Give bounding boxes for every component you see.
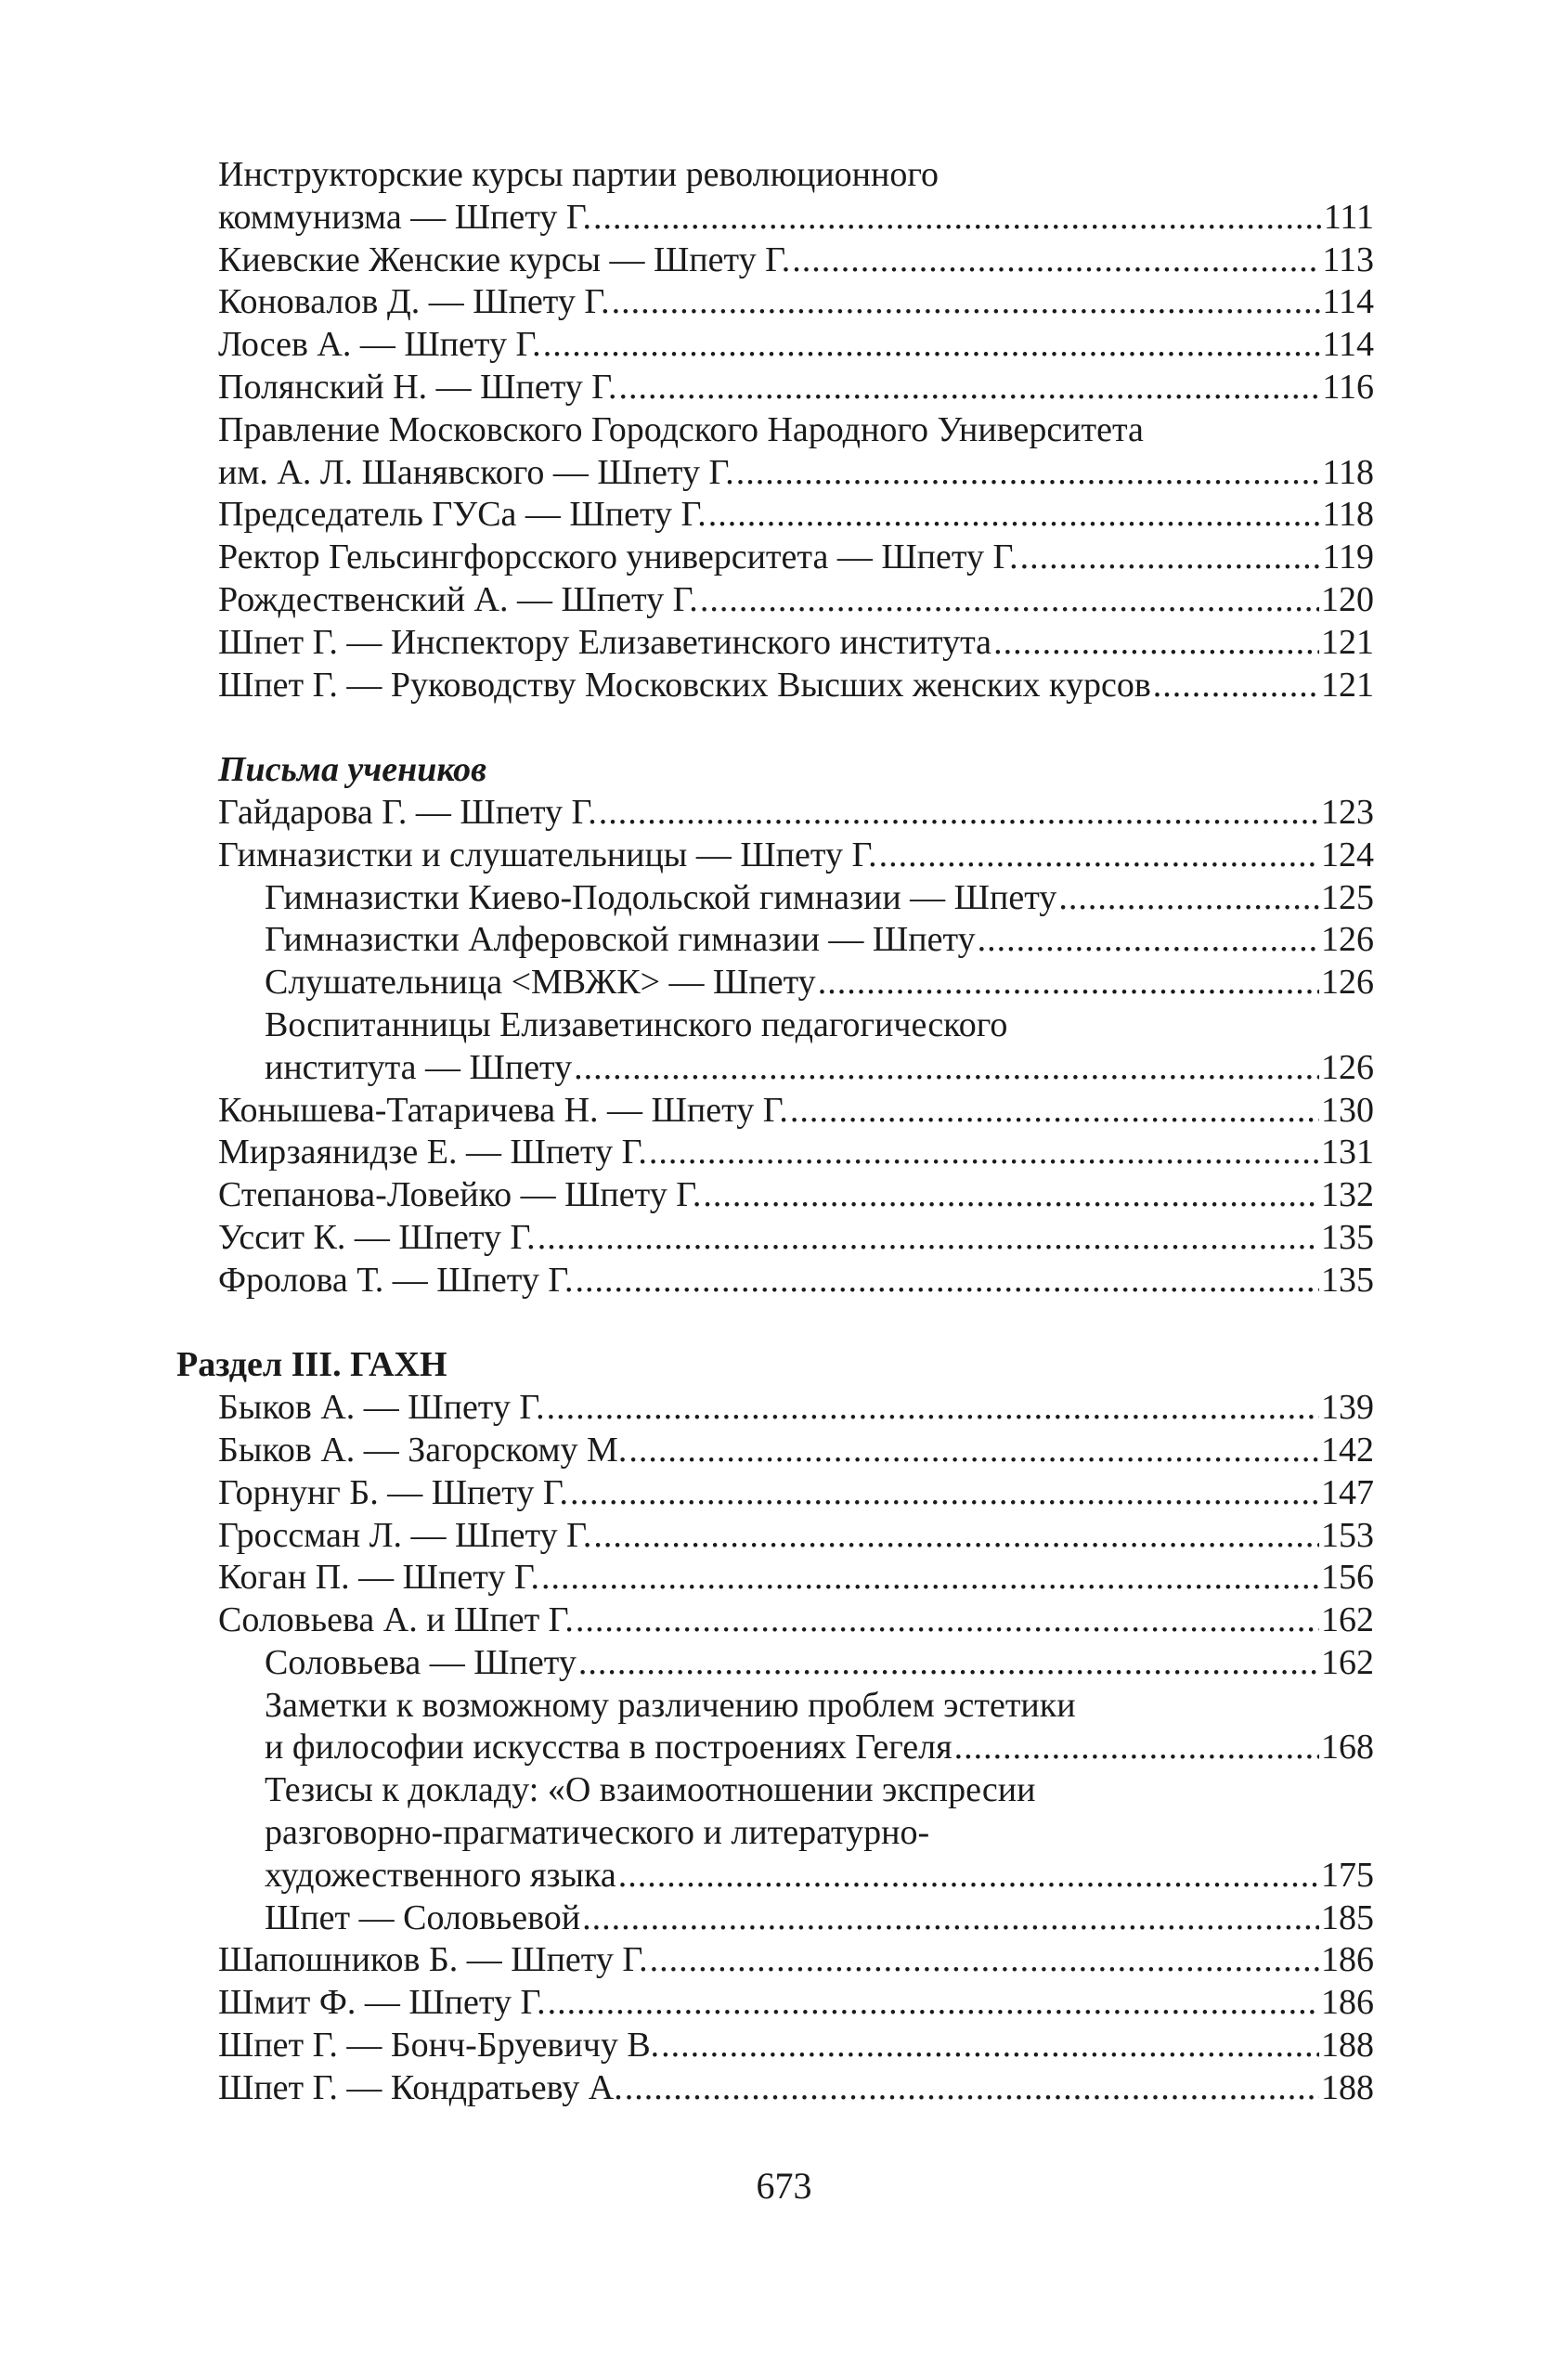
dot-leader xyxy=(1020,537,1321,579)
toc-entry-title: Воспитанницы Елизаветинского педагогического xyxy=(265,1004,1008,1044)
toc-block-letters-to-shpet xyxy=(176,154,1374,706)
toc-entry xyxy=(176,240,1374,282)
toc-page-number: 156 xyxy=(1321,1558,1374,1598)
toc-entry-title: Гимназистки и слушательницы — Шпету Г. xyxy=(218,835,877,874)
toc-entry-line xyxy=(176,1004,1374,1047)
toc-entry-title: Шпет Г. — Кондратьеву А. xyxy=(218,2067,623,2107)
toc-entry xyxy=(176,919,1374,962)
toc-entry-title: Гимназистки Киево-Подольской гимназии — Шпету xyxy=(265,877,1057,917)
toc-entry xyxy=(176,1982,1374,2025)
dot-leader xyxy=(1058,877,1319,920)
dot-leader xyxy=(628,1430,1319,1472)
toc-entry-title: им. А. Л. Шанявского — Шпету Г. xyxy=(218,452,734,492)
toc-page-number: 135 xyxy=(1321,1260,1374,1300)
toc-entry-line xyxy=(176,409,1374,452)
dot-leader xyxy=(703,1174,1319,1217)
toc-page-number: 188 xyxy=(1321,2026,1374,2066)
toc-entry xyxy=(176,579,1374,622)
toc-entry-title: Ректор Гельсингфорсского университета — Шпету Г. xyxy=(218,537,1018,577)
toc-page-number: 185 xyxy=(1321,1897,1374,1937)
dot-leader xyxy=(582,1897,1319,1940)
toc-entry-title: Шпет Г. — Бонч-Бруевичу В. xyxy=(218,2026,660,2066)
toc-page-number: 113 xyxy=(1322,240,1374,279)
dot-leader xyxy=(593,197,1322,240)
toc-entry-title: Фролова Т. — Шпету Г. xyxy=(218,1260,574,1300)
toc-page-number: 188 xyxy=(1321,2067,1374,2107)
dot-leader xyxy=(792,240,1320,282)
dot-leader xyxy=(619,367,1321,409)
toc-page-number: 125 xyxy=(1321,877,1374,917)
toc-entry xyxy=(176,494,1374,537)
table-of-contents xyxy=(176,154,1374,2110)
dot-leader xyxy=(543,324,1321,367)
toc-entry xyxy=(176,2025,1374,2067)
toc-entry xyxy=(176,1939,1374,1982)
toc-entry-line xyxy=(176,1769,1374,1812)
dot-leader xyxy=(736,452,1321,495)
toc-entry-title: Гимназистки Алферовской гимназии — Шпету xyxy=(265,920,976,960)
toc-entry-title: Конышева-Татаричева Н. — Шпету Г. xyxy=(218,1090,788,1130)
toc-block-student-letters xyxy=(176,792,1374,1302)
dot-leader xyxy=(576,1260,1319,1302)
toc-entry xyxy=(176,1727,1374,1769)
toc-entry-title: Шмит Ф. — Шпету Г. xyxy=(218,1983,546,2023)
dot-leader xyxy=(618,1855,1319,1897)
toc-entry-title: Тезисы к докладу: «О взаимоотношении экспресии xyxy=(265,1770,1036,1810)
dot-leader xyxy=(818,962,1319,1004)
toc-entry-title: Гайдарова Г. — Шпету Г. xyxy=(218,792,597,832)
dot-leader xyxy=(708,494,1321,537)
toc-page-number: 120 xyxy=(1321,579,1374,619)
toc-entry-title: Шпет — Соловьевой xyxy=(265,1897,581,1937)
toc-page-number: 175 xyxy=(1321,1855,1374,1895)
toc-entry xyxy=(176,835,1374,877)
toc-entry-title: художественного языка xyxy=(265,1855,616,1895)
toc-page-number: 126 xyxy=(1321,920,1374,960)
dot-leader xyxy=(612,281,1321,324)
toc-entry xyxy=(176,1090,1374,1133)
toc-entry-title: Шапошников Б. — Шпету Г. xyxy=(218,1940,648,1980)
toc-entry-line xyxy=(176,1685,1374,1728)
toc-page-number: 116 xyxy=(1322,367,1374,407)
toc-entry xyxy=(176,1472,1374,1515)
toc-entry xyxy=(176,281,1374,324)
toc-page-number: 114 xyxy=(1322,325,1374,365)
toc-entry-title: Киевские Женские курсы — Шпету Г. xyxy=(218,240,791,279)
toc-entry xyxy=(176,792,1374,835)
dot-leader xyxy=(538,1217,1319,1260)
toc-entry-title: Степанова-Ловейко — Шпету Г. xyxy=(218,1175,702,1215)
toc-page-number: 153 xyxy=(1321,1515,1374,1555)
toc-entry-title: Шпет Г. — Инспектору Елизаветинского института xyxy=(218,622,992,662)
toc-page-number: 118 xyxy=(1322,495,1374,535)
toc-page-number: 162 xyxy=(1321,1600,1374,1640)
toc-entry-title: и философии искусства в построениях Гегеля xyxy=(265,1728,952,1768)
toc-entry xyxy=(176,1515,1374,1558)
toc-page-number: 123 xyxy=(1321,792,1374,832)
toc-entry xyxy=(176,197,1374,240)
toc-entry-title: Заметки к возможному различению проблем эстетики xyxy=(265,1685,1076,1725)
toc-entry-title: Горнунг Б. — Шпету Г. xyxy=(218,1472,569,1512)
toc-page-number: 132 xyxy=(1321,1175,1374,1215)
toc-entry xyxy=(176,1557,1374,1599)
dot-leader xyxy=(650,1939,1319,1982)
dot-leader xyxy=(578,1642,1319,1685)
dot-leader xyxy=(993,622,1319,665)
dot-leader xyxy=(541,1557,1319,1599)
subsection-heading: Письма учеников xyxy=(218,750,487,790)
toc-page-number: 168 xyxy=(1321,1728,1374,1768)
toc-entry-title: Председатель ГУСа — Шпету Г. xyxy=(218,495,706,535)
dot-leader xyxy=(1153,665,1319,707)
toc-entry-title: Полянский Н. — Шпету Г. xyxy=(218,367,617,407)
toc-entry-title: Быков А. — Загорскому М. xyxy=(218,1430,628,1470)
toc-entry xyxy=(176,1430,1374,1472)
toc-entry-title: Соловьева А. и Шпет Г. xyxy=(218,1600,574,1640)
toc-entry-title: Правление Московского Городского Народного Университета xyxy=(218,409,1144,449)
section-heading: Раздел III. ГАХН xyxy=(176,1345,447,1385)
toc-entry xyxy=(176,1132,1374,1174)
dot-leader xyxy=(599,792,1319,835)
toc-page-number: 124 xyxy=(1321,835,1374,874)
toc-page-number: 162 xyxy=(1321,1642,1374,1682)
toc-entry-title: Гроссман Л. — Шпету Г. xyxy=(218,1515,592,1555)
toc-page-number: 139 xyxy=(1321,1388,1374,1428)
toc-page-number: 186 xyxy=(1321,1940,1374,1980)
toc-entry xyxy=(176,1217,1374,1260)
toc-entry-title: Шпет Г. — Руководству Московских Высших женских курсов xyxy=(218,665,1151,705)
toc-entry xyxy=(176,1174,1374,1217)
dot-leader xyxy=(625,2067,1319,2110)
toc-page-number: 142 xyxy=(1321,1430,1374,1470)
dot-leader xyxy=(700,579,1319,622)
toc-entry xyxy=(176,537,1374,579)
toc-entry-title: Лосев А. — Шпету Г. xyxy=(218,325,541,365)
dot-leader xyxy=(790,1090,1319,1133)
toc-entry xyxy=(176,1599,1374,1642)
toc-entry xyxy=(176,962,1374,1004)
dot-leader xyxy=(978,919,1319,962)
toc-entry-title: Быков А. — Шпету Г. xyxy=(218,1388,545,1428)
toc-entry-title: коммунизма — Шпету Г. xyxy=(218,197,592,237)
toc-entry xyxy=(176,1387,1374,1430)
dot-leader xyxy=(879,835,1319,877)
toc-entry-line xyxy=(176,1812,1374,1855)
toc-entry-title: института — Шпету xyxy=(265,1047,573,1087)
toc-entry xyxy=(176,324,1374,367)
toc-entry xyxy=(176,622,1374,665)
dot-leader xyxy=(547,1387,1319,1430)
toc-page-number: 126 xyxy=(1321,963,1374,1003)
toc-entry-title: Инструкторские курсы партии революционного xyxy=(218,155,939,194)
toc-entry xyxy=(176,877,1374,920)
page-number: 673 xyxy=(756,2165,812,2207)
dot-leader xyxy=(954,1727,1319,1769)
toc-page-number: 121 xyxy=(1321,622,1374,662)
toc-entry-title: Мирзаянидзе Е. — Шпету Г. xyxy=(218,1133,647,1172)
toc-page-number: 119 xyxy=(1322,537,1374,577)
toc-entry xyxy=(176,1855,1374,1897)
toc-page-number: 126 xyxy=(1321,1047,1374,1087)
toc-page-number: 114 xyxy=(1322,282,1374,322)
dot-leader xyxy=(574,1047,1319,1090)
spacer xyxy=(176,1302,1374,1345)
toc-block-gakhn xyxy=(176,1387,1374,2110)
dot-leader xyxy=(661,2025,1319,2067)
toc-entry xyxy=(176,1260,1374,1302)
toc-entry xyxy=(176,1897,1374,1940)
toc-page-number: 118 xyxy=(1322,452,1374,492)
toc-entry-line xyxy=(176,154,1374,197)
dot-leader xyxy=(576,1599,1319,1642)
toc-entry-title: Коган П. — Шпету Г. xyxy=(218,1558,540,1598)
toc-entry-title: Коновалов Д. — Шпету Г. xyxy=(218,282,610,322)
toc-entry xyxy=(176,452,1374,495)
dot-leader xyxy=(649,1132,1319,1174)
toc-entry xyxy=(176,367,1374,409)
toc-page-number: 131 xyxy=(1321,1133,1374,1172)
toc-page-number: 111 xyxy=(1323,197,1374,237)
toc-page-number: 130 xyxy=(1321,1090,1374,1130)
toc-entry-title: Рождественский А. — Шпету Г. xyxy=(218,579,698,619)
spacer xyxy=(176,706,1374,749)
dot-leader xyxy=(593,1515,1319,1558)
toc-entry-title: Уссит К. — Шпету Г. xyxy=(218,1217,536,1257)
toc-page-number: 135 xyxy=(1321,1217,1374,1257)
toc-page-number: 121 xyxy=(1321,665,1374,705)
toc-page-number: 147 xyxy=(1321,1472,1374,1512)
dot-leader xyxy=(570,1472,1319,1515)
toc-entry xyxy=(176,665,1374,707)
dot-leader xyxy=(548,1982,1319,2025)
toc-entry xyxy=(176,1642,1374,1685)
toc-page-number: 186 xyxy=(1321,1983,1374,2023)
toc-entry xyxy=(176,1047,1374,1090)
toc-entry-title: Соловьева — Шпету xyxy=(265,1642,577,1682)
toc-entry-title: разговорно-прагматического и литературно- xyxy=(265,1813,930,1853)
toc-entry-title: Слушательница <МВЖК> — Шпету xyxy=(265,963,816,1003)
toc-entry xyxy=(176,2067,1374,2110)
